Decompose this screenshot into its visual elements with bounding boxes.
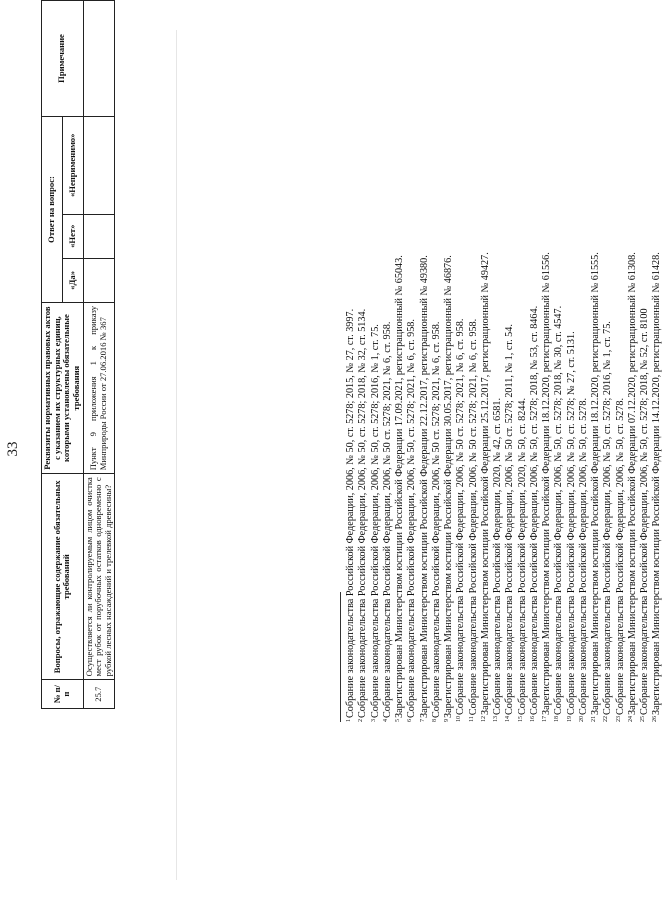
footnote-item — [381, 22, 393, 722]
footnote-text: Собрание законодательства Российской Федерации, 2006, № 50, ст. 5278; 2018, № 32, ст. 5134. — [357, 308, 369, 718]
footnote-item — [430, 22, 442, 722]
table-row — [83, 1, 115, 709]
page-number: 33 — [5, 441, 21, 457]
footnote-marker: 11 — [468, 716, 475, 722]
footnote-item — [565, 22, 577, 722]
footnote-text: Зарегистрирован Министерством юстиции Российской Федерации 25.12.2017, регистрационный № 49427. — [479, 252, 491, 715]
footnote-marker: 16 — [529, 716, 536, 722]
footnote-marker: 2 — [358, 719, 365, 722]
footnote-text: Собрание законодательства Российской Федерации, 2006, № 50, ст. 5278; 2018, № 53, ст. 8464. — [528, 305, 540, 715]
footnote-text: Собрание законодательства Российской Федерации, 2006, № 50 ст. 5278; 2021, № 6, ст. 958. — [455, 318, 467, 715]
footnote-item — [479, 22, 491, 722]
footnote-marker: 19 — [566, 716, 573, 722]
footnote-item — [516, 22, 528, 722]
footnote-item — [626, 22, 638, 722]
footnote-text: Собрание законодательства Российской Федерации, 2006, № 50, ст. 5278; 2021, № 6, ст. 958. — [406, 319, 418, 718]
header-num: № п/п — [42, 680, 84, 709]
header-requisites: Реквизиты нормативных правовых актов с указанием их структурных единиц, которыми установлены обязательные требования — [42, 302, 84, 473]
footnote-marker: 24 — [627, 716, 634, 722]
footnote-text: Собрание законодательства Российской Федерации, 2006, № 50, ст. 5278. — [577, 397, 589, 715]
footnote-text: Зарегистрирован Министерством юстиции Российской Федерации 18.12.2020, регистрационный № 61555. — [590, 252, 601, 715]
footnote-text: Собрание законодательства Российской Федерации, 2006, № 50, ст. 5278; 2018, № 30, ст. 4547. — [553, 305, 565, 715]
footnote-text: Зарегистрирован Министерством юстиции Российской Федерации 18.12.2020, регистрационный № 61556. — [541, 252, 552, 715]
footnote-item — [467, 22, 479, 722]
footnote-item — [528, 22, 540, 722]
header-not-applicable: «Неприменимо» — [62, 116, 83, 214]
footnote-text: Собрание законодательства Российской Федерации, 2006, № 50, ст. 5278; 2016, № 1, ст. 75. — [369, 324, 381, 718]
footnote-item — [418, 22, 430, 722]
header-no: «Нет» — [62, 214, 83, 258]
footnote-item — [577, 22, 589, 722]
footnote-item — [442, 22, 454, 722]
footnote-marker: 12 — [480, 716, 487, 722]
footnote-marker: 10 — [456, 716, 463, 722]
footnote-item — [614, 22, 626, 722]
footnote-item — [638, 22, 650, 722]
footnote-item — [344, 22, 356, 722]
footnote-item — [589, 22, 601, 722]
footnote-marker: 8 — [431, 719, 438, 722]
footnote-item — [540, 22, 552, 722]
footnote-marker: 5 — [395, 719, 401, 722]
footnote-text: Собрание законодательства Российской Федерации, 2006, № 50 ст. 5278; 2021, № 6, ст. 958. — [430, 321, 442, 718]
footnote-marker: 25 — [640, 716, 646, 722]
header-yes: «Да» — [62, 258, 83, 302]
requirements-table — [41, 0, 115, 709]
footnote-marker: 26 — [652, 716, 659, 722]
footnote-text: Собрание законодательства Российской Федерации, 2006, № 50, ст. 5278; № 27, ст. 5131. — [565, 331, 577, 715]
footnote-text: Собрание законодательства Российской Федерации, 2006, № 50 ст. 5278; 2021, № 6, ст. 958. — [381, 321, 393, 718]
footnote-text: Зарегистрирован Министерством юстиции Российской Федерации 07.12.2020, регистрационный № 61308. — [626, 252, 638, 715]
footnote-marker: 1 — [346, 719, 352, 722]
footnote-item — [601, 22, 613, 722]
footnote-item — [650, 22, 662, 722]
row-not-applicable-cell — [83, 116, 115, 214]
footnote-text: Зарегистрирован Министерством юстиции Российской Федерации 14.12.2020, регистрационный № 61428. — [651, 252, 663, 715]
row-no-cell — [83, 214, 115, 258]
footnote-text: Зарегистрирован Министерством юстиции Российской Федерации 22.12.2017, регистрационный № 49380. — [418, 255, 430, 718]
footnote-marker: 9 — [444, 719, 450, 722]
footnote-text: Собрание законодательства Российской Федерации, 2020, № 42, ст. 6581. — [492, 397, 503, 715]
footnote-text: Собрание законодательства Российской Федерации, 2020, № 50, ст. 8244. — [516, 397, 528, 715]
header-answer-group: Ответ на вопрос: — [42, 116, 63, 302]
row-num: 25.7 — [83, 680, 115, 709]
footnote-text: Собрание законодательства Российской Федерации, 2006, № 50, ст. 5278; 2016, № 1, ст. 75. — [602, 321, 614, 715]
footnote-item — [491, 22, 503, 722]
row-requisites: Пункт 9 приложения 1 к приказу Минприроды России от 27.06.2016 № 367 — [83, 302, 115, 473]
footnote-item — [369, 22, 381, 722]
footnote-marker: 13 — [493, 716, 499, 722]
footnote-item — [405, 22, 417, 722]
footnote-item — [503, 22, 515, 722]
header-question: Вопросы, отражающие содержание обязательных требований — [42, 474, 84, 680]
footnote-separator — [340, 592, 341, 722]
footnote-item — [356, 22, 368, 722]
footnote-marker: 18 — [554, 716, 561, 722]
footnote-item — [454, 22, 466, 722]
footnote-text: Зарегистрирован Министерством юстиции Российской Федерации 30.05.2017, регистрационный № 46876. — [443, 255, 454, 718]
footnote-marker: 17 — [542, 716, 548, 722]
footnote-marker: 7 — [419, 719, 426, 722]
footnote-marker: 14 — [505, 716, 512, 722]
row-question: Осуществляется ли контролируемым лицом очистка мест рубок от порубочных остатков одновременно с рубкой лесных насаждений и трелевкой древесины? — [83, 474, 115, 680]
footnote-marker: 21 — [591, 716, 597, 722]
footnote-text: Собрание законодательства Российской Федерации, 2006, № 50, ст. 5278. — [614, 397, 626, 715]
footnote-marker: 4 — [382, 719, 389, 722]
footnote-item — [393, 22, 405, 722]
footnote-marker: 3 — [370, 719, 377, 722]
footnote-marker: 23 — [615, 716, 622, 722]
footnote-text: Собрание законодательства Российской Федерации, 2006, № 50 ст. 5278; 2021, № 6, ст. 958. — [467, 318, 479, 716]
row-note-cell — [83, 1, 115, 117]
footnote-text: Собрание законодательства Российской Федерации, 2006, № 50, ст. 5278; 2018, № 52, ст. 8100 — [639, 308, 650, 715]
scan-edge-line — [176, 30, 177, 880]
footnote-marker: 20 — [578, 716, 585, 722]
row-yes-cell — [83, 258, 115, 302]
footnote-text: Собрание законодательства Российской Федерации, 2006, № 50, ст. 5278; 2015, № 27, ст. 3997. — [345, 308, 356, 718]
footnote-text: Собрание законодательства Российской Федерации, 2006, № 50 ст. 5278; 2011, № 1, ст. 54. — [504, 324, 516, 715]
footnotes-list — [344, 22, 663, 722]
footnote-text: Зарегистрирован Министерством юстиции Российской Федерации 17.09.2021, регистрационный № 65043. — [394, 255, 405, 718]
footnote-item — [552, 22, 564, 722]
header-note: Примечание — [42, 1, 84, 117]
footnote-marker: 22 — [603, 716, 610, 722]
footnote-marker: 6 — [407, 719, 414, 722]
footnote-marker: 15 — [517, 716, 524, 722]
